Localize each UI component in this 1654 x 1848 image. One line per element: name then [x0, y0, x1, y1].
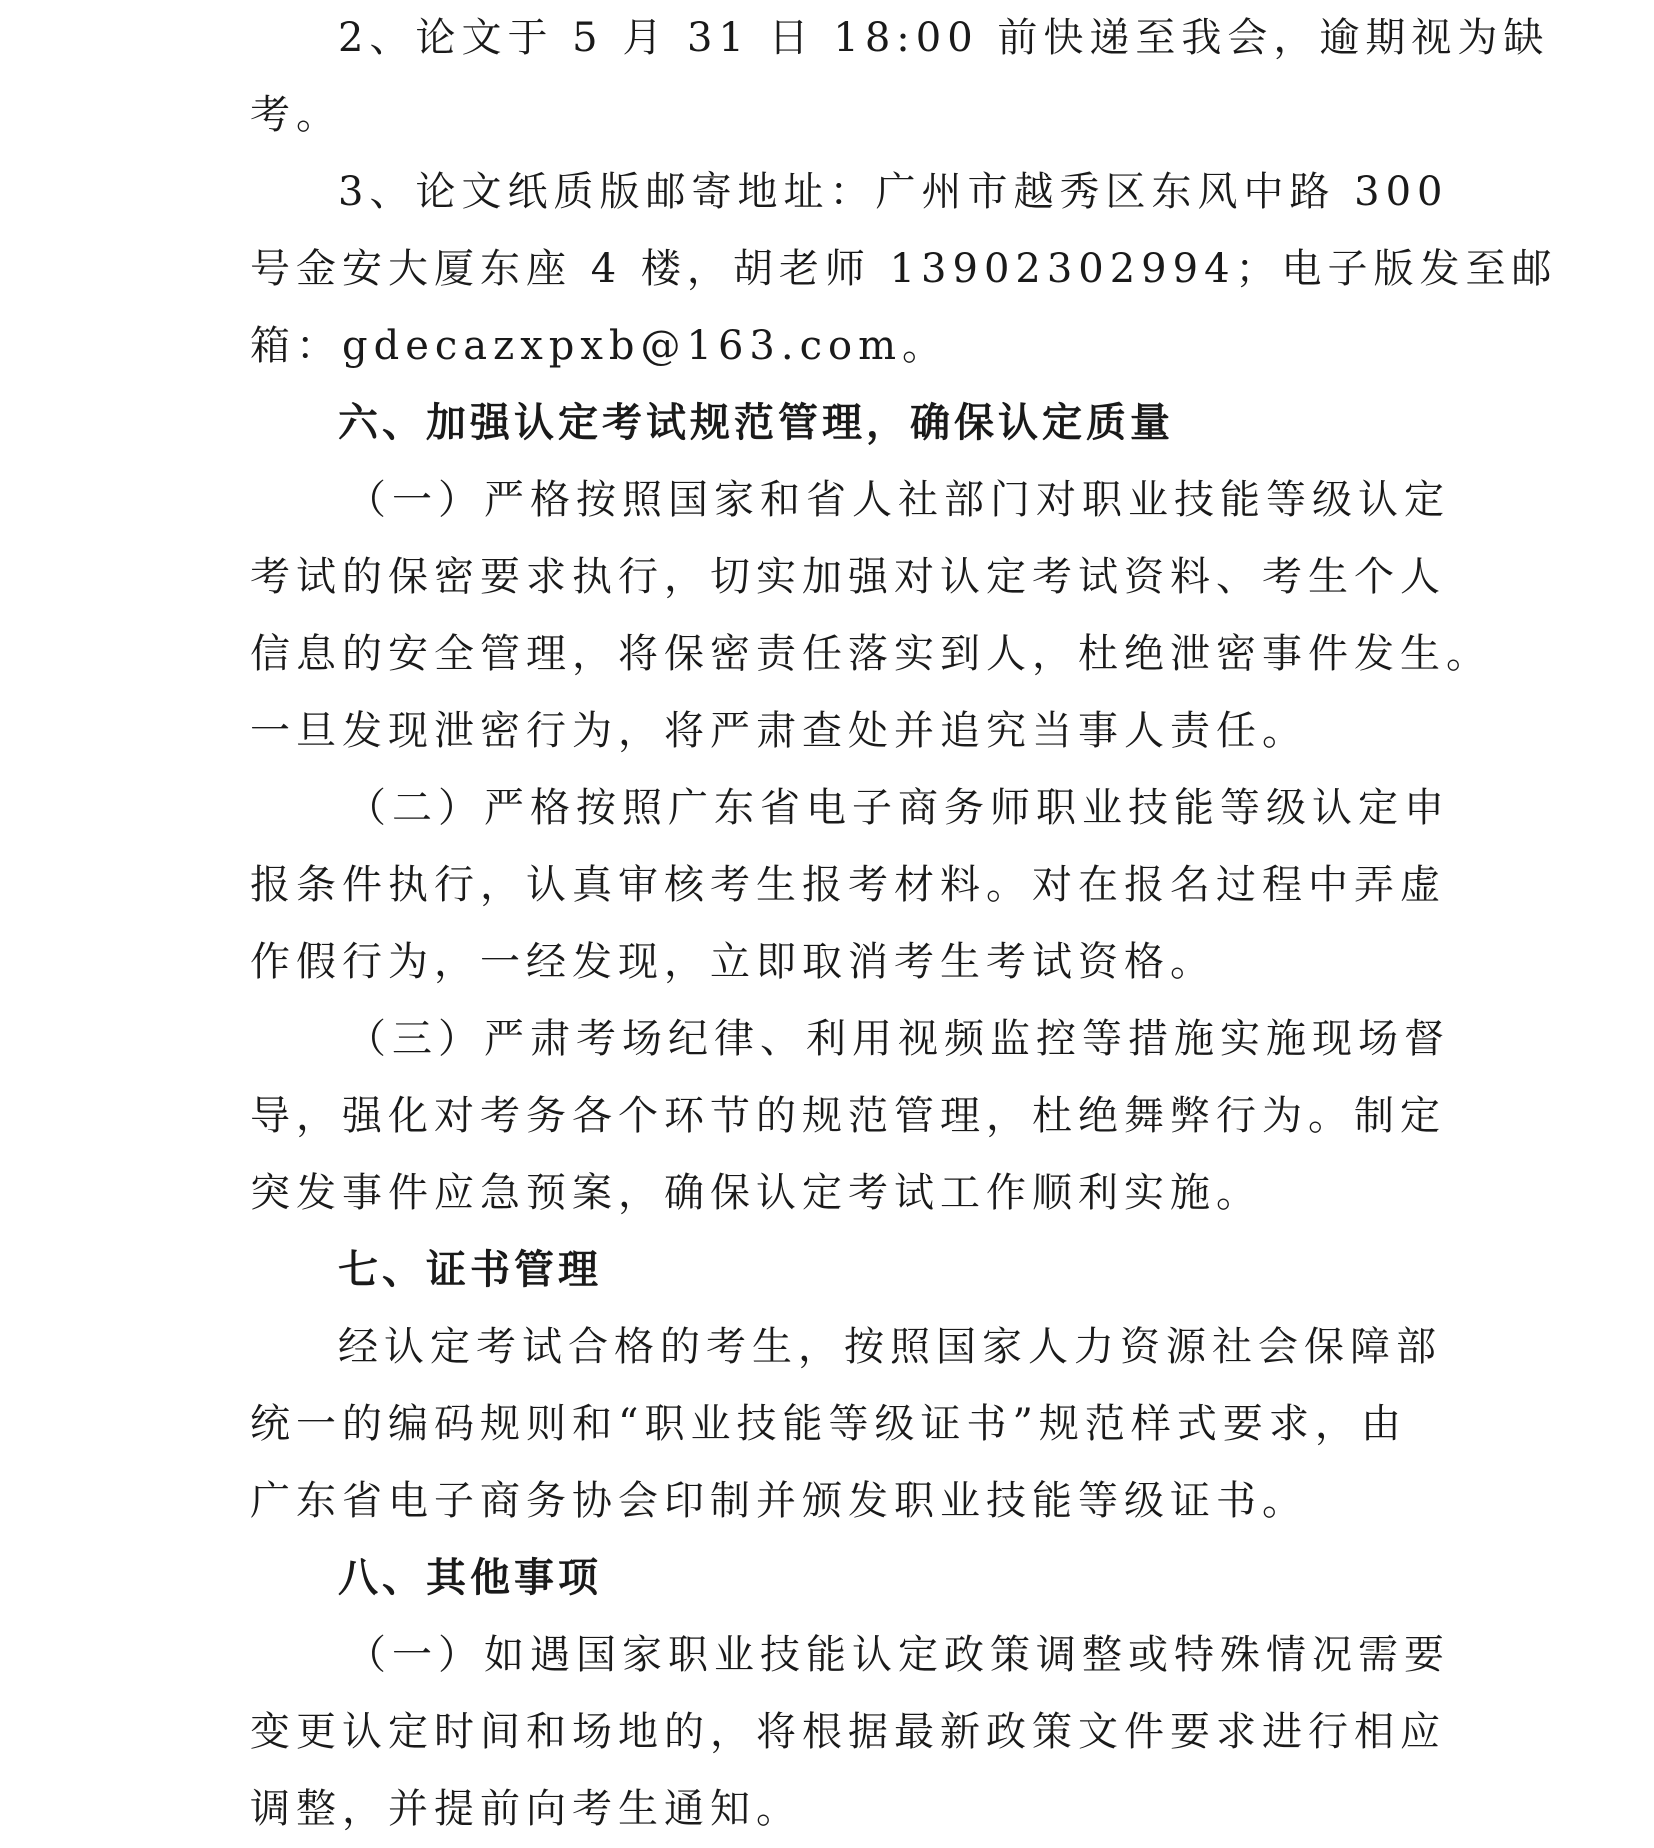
text-line: 变更认定时间和场地的，将根据最新政策文件要求进行相应	[250, 1709, 1446, 1755]
text-line: 调整，并提前向考生通知。	[250, 1786, 802, 1832]
paragraph-item-2	[250, 0, 1550, 154]
text-line: 作假行为，一经发现，立即取消考生考试资格。	[250, 939, 1216, 985]
paragraph-7	[250, 1309, 1442, 1540]
text-line: 一旦发现泄密行为，将严肃查处并追究当事人责任。	[250, 708, 1308, 754]
paragraph-item-3	[250, 154, 1558, 385]
text-line: 箱：gdecazxpxb@163.com。	[250, 323, 949, 369]
text-line: 信息的安全管理，将保密责任落实到人，杜绝泄密事件发生。	[250, 631, 1492, 677]
text-line: （二）严格按照广东省电子商务师职业技能等级认定申	[346, 785, 1450, 831]
section-heading-7: 七、证书管理	[338, 1247, 602, 1293]
text-line: 导，强化对考务各个环节的规范管理，杜绝舞弊行为。制定	[250, 1093, 1446, 1139]
section-heading-6: 六、加强认定考试规范管理，确保认定质量	[338, 400, 1174, 446]
text-line: 考试的保密要求执行，切实加强对认定考试资料、考生个人	[250, 554, 1446, 600]
document-page	[250, 0, 1558, 1848]
paragraph-6-3	[250, 1001, 1450, 1232]
text-line: 3、论文纸质版邮寄地址：广州市越秀区东风中路 300	[338, 169, 1449, 215]
section-heading-8: 八、其他事项	[338, 1555, 602, 1601]
text-line: （一）严格按照国家和省人社部门对职业技能等级认定	[346, 477, 1450, 523]
text-line: 统一的编码规则和“职业技能等级证书”规范样式要求，由	[250, 1401, 1407, 1447]
text-line: 报条件执行，认真审核考生报考材料。对在报名过程中弄虚	[250, 862, 1446, 908]
paragraph-6-1	[250, 462, 1492, 770]
paragraph-8-1	[250, 1617, 1450, 1848]
text-line: （一）如遇国家职业技能认定政策调整或特殊情况需要	[346, 1632, 1450, 1678]
paragraph-6-2	[250, 770, 1450, 1001]
text-line: 突发事件应急预案，确保认定考试工作顺利实施。	[250, 1170, 1262, 1216]
text-line: 号金安大厦东座 4 楼，胡老师 13902302994；电子版发至邮	[250, 246, 1558, 292]
text-line: 2、论文于 5 月 31 日 18:00 前快递至我会，逾期视为缺	[338, 15, 1550, 61]
text-line: 考。	[250, 92, 342, 138]
text-line: （三）严肃考场纪律、利用视频监控等措施实施现场督	[346, 1016, 1450, 1062]
text-line: 广东省电子商务协会印制并颁发职业技能等级证书。	[250, 1478, 1308, 1524]
text-line: 经认定考试合格的考生，按照国家人力资源社会保障部	[338, 1324, 1442, 1370]
